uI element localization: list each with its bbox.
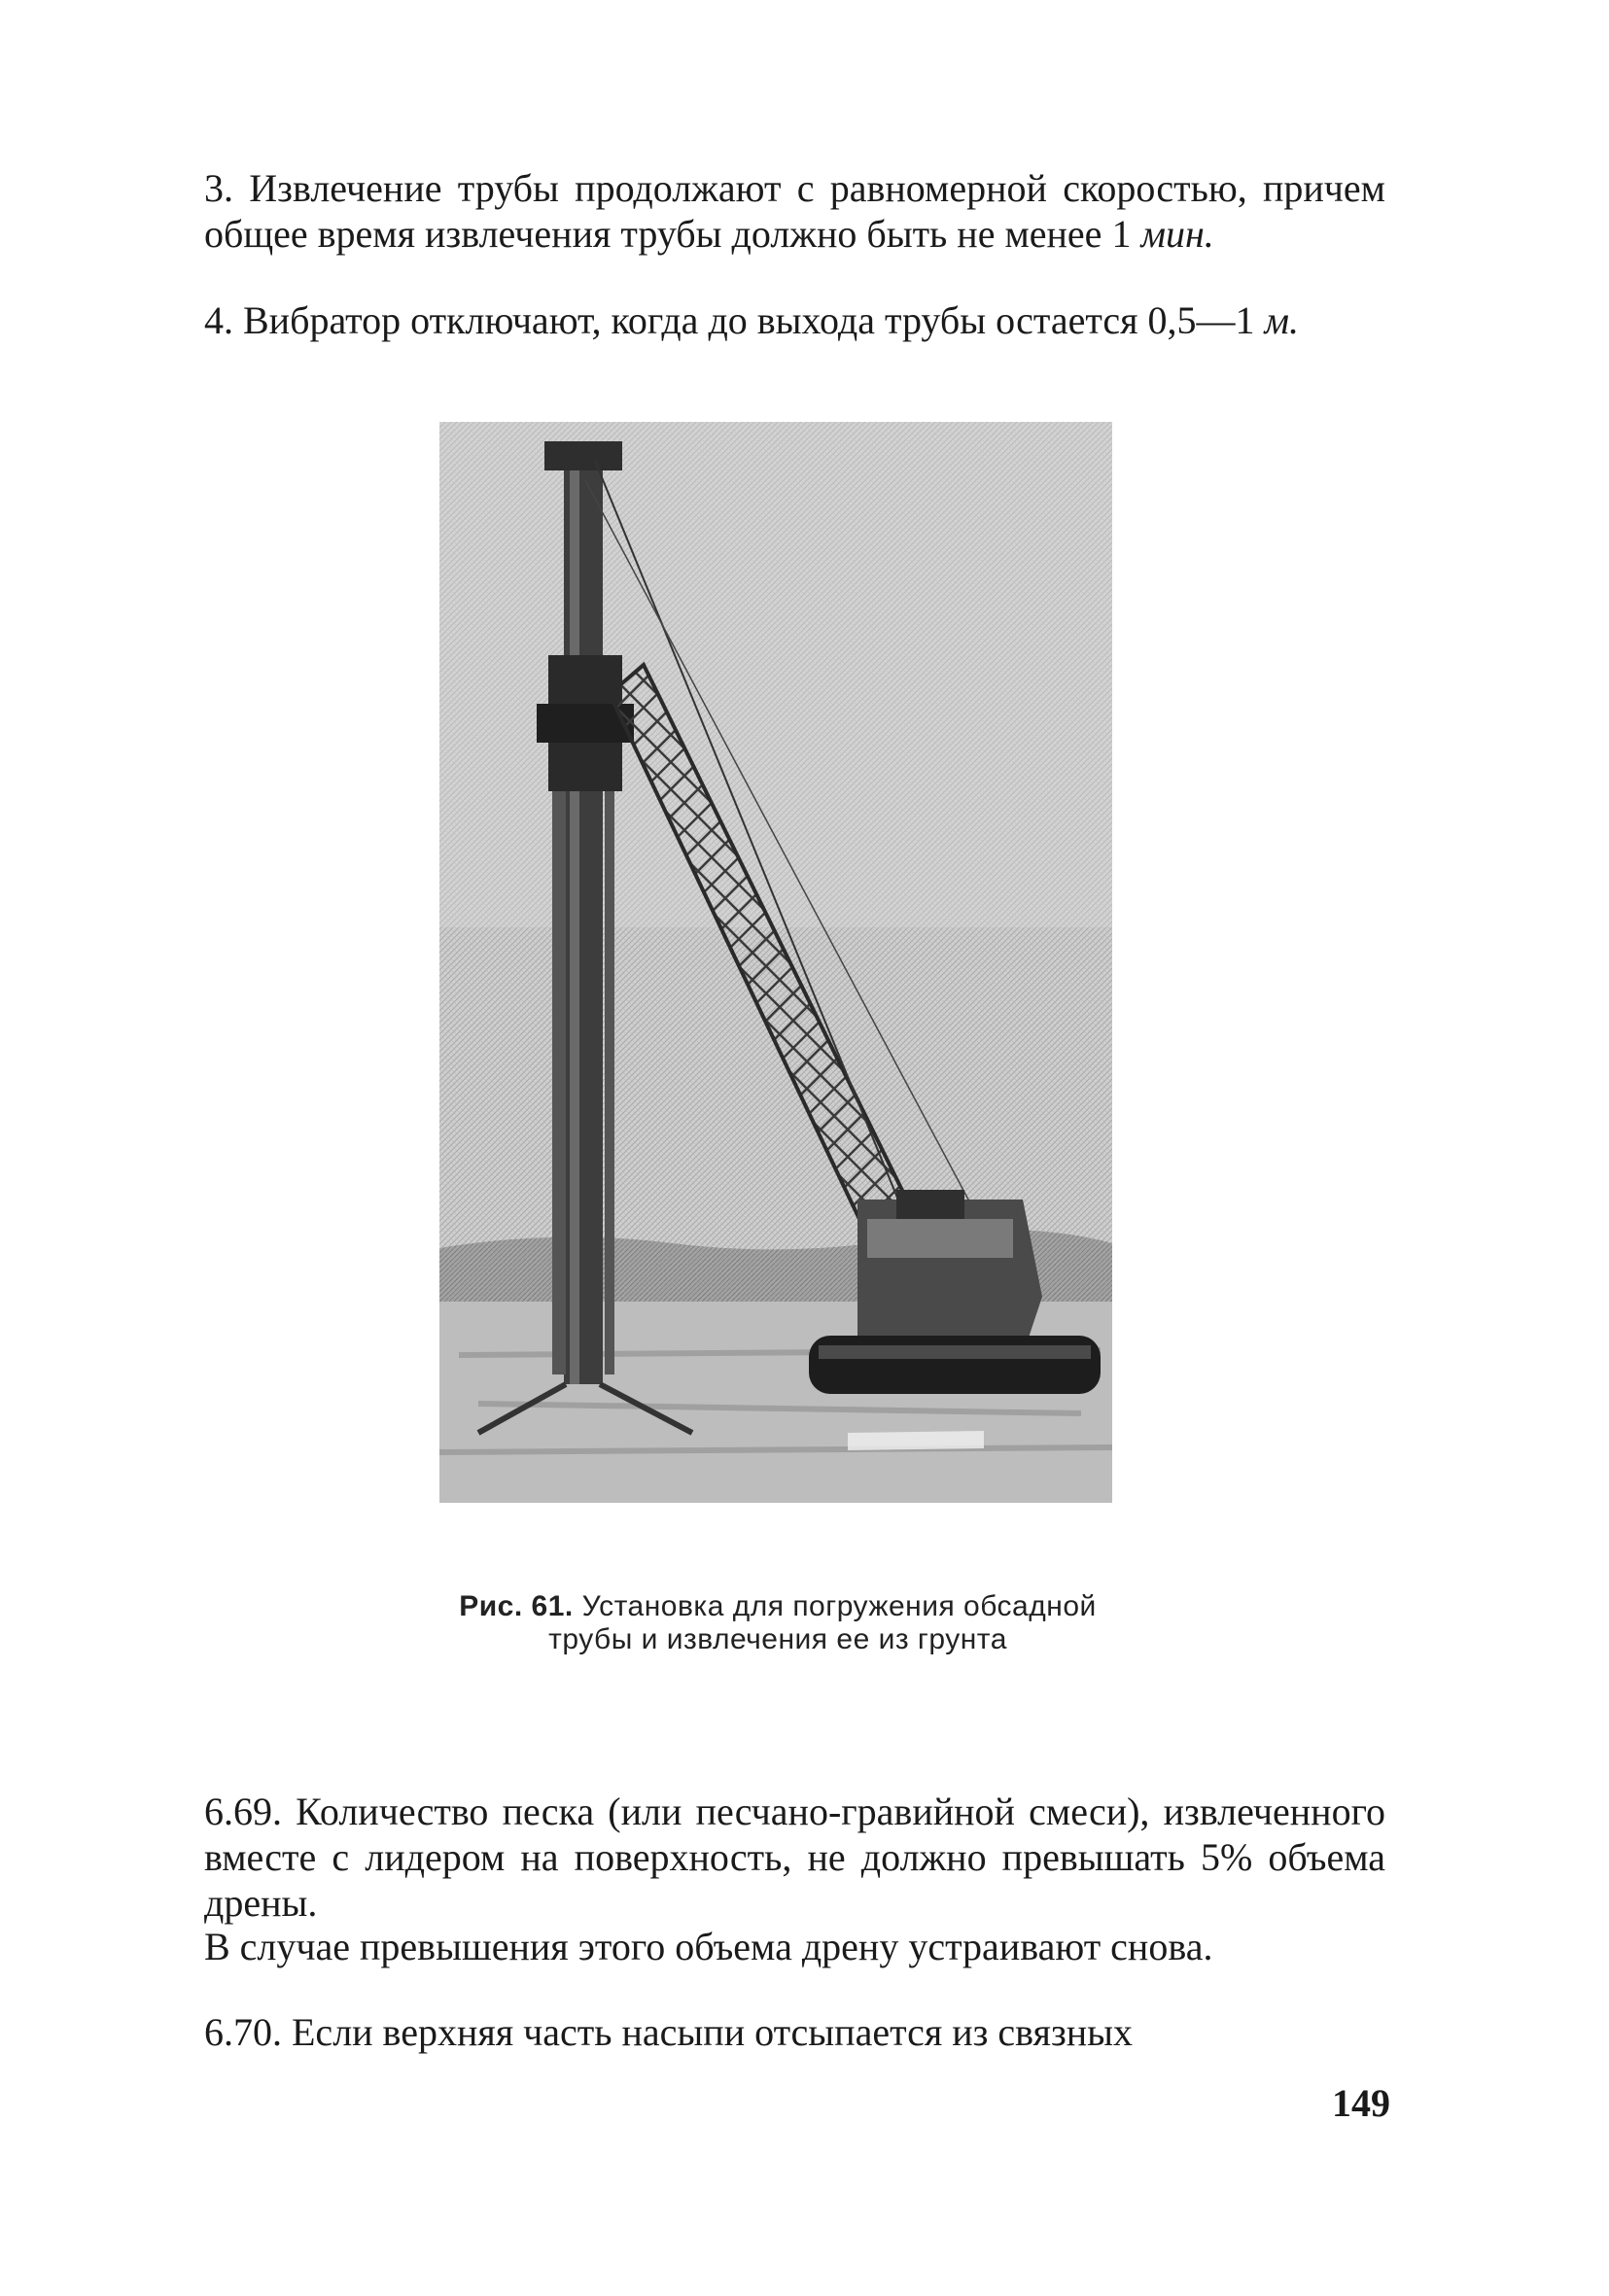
unit-text: мин. [1140, 212, 1214, 256]
page-number: 149 [1332, 2081, 1390, 2125]
paragraph-item-4 [204, 297, 1385, 343]
figure-caption [428, 1590, 1128, 1656]
paragraph-item-6-70: 6.70. Если верхняя часть насыпи отсыпается из связных [204, 2010, 1134, 2054]
paragraph-text: 4. Вибратор отключают, когда до выхода трубы остается 0,5—1 [204, 298, 1265, 342]
paragraph-text: 3. Извлечение трубы продолжают с равномерной скоростью, причем общее время извлечения трубы должно быть не менее 1 [204, 166, 1385, 256]
paragraph-continuation: В случае превышения этого объема дрену устраивают снова. [204, 1925, 1213, 1968]
figure-caption-text: Установка для погружения обсадной трубы и извлечения ее из грунта [548, 1590, 1097, 1655]
unit-text: м. [1264, 298, 1299, 342]
figure-label: Рис. 61. [459, 1590, 574, 1622]
figure-photo [439, 422, 1112, 1503]
paragraph-item-6-69: 6.69. Количество песка (или песчано-гравийной смеси), извлеченного вместе с лидером на поверхность, не должно превышать 5% объема дрены. [204, 1790, 1385, 1925]
paragraph-item-3 [204, 165, 1385, 257]
